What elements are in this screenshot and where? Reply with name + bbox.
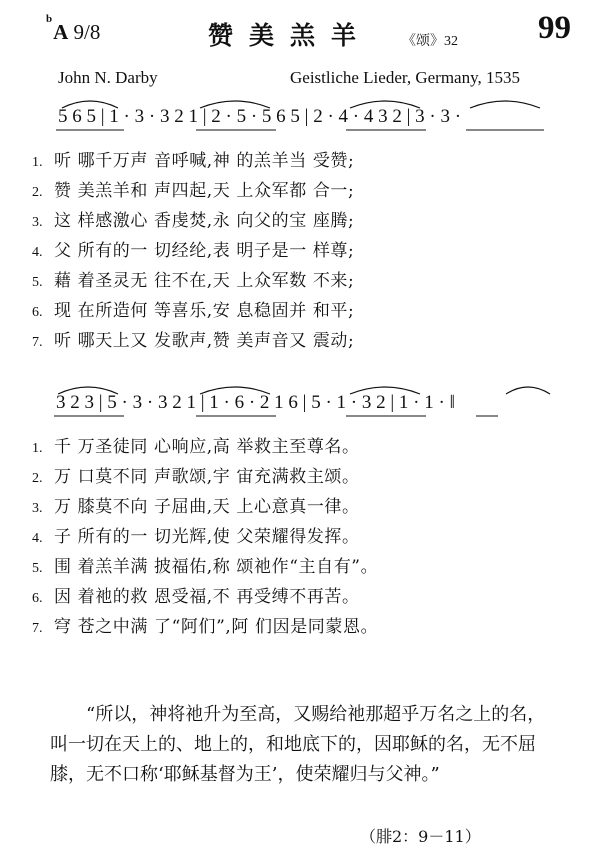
author-credit: John N. Darby	[58, 68, 158, 87]
hymn-title: 赞美羔羊	[208, 21, 373, 50]
verse-number: 4.	[32, 531, 43, 546]
verse-text: 穹 苍之中满 了“阿们”,阿 们因是同蒙恩。	[54, 617, 379, 637]
verse-number: 7.	[32, 621, 43, 636]
verse-number: 4.	[32, 245, 43, 260]
verse-line	[32, 236, 354, 261]
flat-sign: b	[46, 13, 53, 25]
verse-text: 万 膝莫不向 子屈曲,天 上心意真一律。	[54, 497, 360, 517]
verse-line	[32, 462, 360, 487]
notation-line-2: 3 2 3 | 5 · 3 · 3 2 1 | 1 · 6 · 2 1 6 | 5 · 1 · 3 2 | 1 · 1 · ‖	[56, 392, 455, 413]
verse-line	[32, 492, 360, 517]
verse-number: 5.	[32, 275, 43, 290]
verse-line	[32, 326, 354, 351]
time-signature: 9/8	[73, 20, 101, 44]
verse-line	[32, 582, 360, 607]
hymn-source: 《颂》32	[402, 34, 458, 49]
verse-line	[32, 146, 354, 171]
verse-line	[32, 552, 378, 577]
verse-number: 2.	[32, 185, 43, 200]
verse-text: 赞 美羔羊和 声四起,天 上众军都 合一;	[54, 181, 355, 201]
verse-text: 万 口莫不同 声歌颂,宇 宙充满救主颂。	[54, 467, 360, 487]
verse-text: 这 样感激心 香虔焚,永 向父的宝 座腾;	[54, 211, 355, 231]
verse-line	[32, 296, 354, 321]
verse-number: 2.	[32, 471, 43, 486]
verse-text: 听 哪千万声 音呼喊,神 的羔羊当 受赞;	[54, 151, 355, 171]
verse-line	[32, 522, 360, 547]
verse-number: 3.	[32, 215, 43, 230]
key-signature	[46, 13, 101, 45]
key-note: A	[53, 20, 69, 44]
verse-number: 5.	[32, 561, 43, 576]
verse-number: 7.	[32, 335, 43, 350]
verse-line	[32, 176, 354, 201]
verse-line	[32, 266, 354, 291]
verse-text: 藉 着圣灵无 往不在,天 上众军数 不来;	[54, 271, 355, 291]
verse-line	[32, 206, 354, 231]
hymn-number: 99	[538, 10, 571, 46]
scripture-quote: “所以，神将祂升为至高，又赐给祂那超乎万名之上的名，叫一切在天上的、地上的，和地底下的，因耶稣的名，无不屈膝，无不口称‘耶稣基督为王’，使荣耀归与父神。”	[50, 704, 546, 785]
verse-text: 因 着祂的救 恩受福,不 再受缚不再苦。	[54, 587, 360, 607]
verse-line	[32, 612, 378, 637]
verse-text: 父 所有的一 切经纶,表 明子是一 样尊;	[54, 241, 355, 261]
verse-number: 6.	[32, 305, 43, 320]
tune-credit: Geistliche Lieder, Germany, 1535	[290, 68, 520, 87]
verse-number: 6.	[32, 591, 43, 606]
notation-line-1: 5 6 5 | 1 · 3 · 3 2 1 | 2 · 5 · 5 6 5 | 2 · 4 · 4 3 2 | 3 · 3 ·	[58, 106, 462, 127]
verse-text: 现 在所造何 等喜乐,安 息稳固并 和平;	[54, 301, 355, 321]
verse-text: 听 哪天上又 发歌声,赞 美声音又 震动;	[54, 331, 355, 351]
verse-text: 千 万圣徒同 心响应,高 举救主至尊名。	[54, 437, 360, 457]
scripture-reference: （腓2：9－11）	[360, 827, 481, 846]
verse-number: 3.	[32, 501, 43, 516]
verse-number: 1.	[32, 155, 43, 170]
verse-text: 围 着羔羊满 披福佑,称 颂祂作“主自有”。	[54, 557, 379, 577]
verse-number: 1.	[32, 441, 43, 456]
verse-text: 子 所有的一 切光辉,使 父荣耀得发挥。	[54, 527, 360, 547]
verse-line	[32, 432, 360, 457]
